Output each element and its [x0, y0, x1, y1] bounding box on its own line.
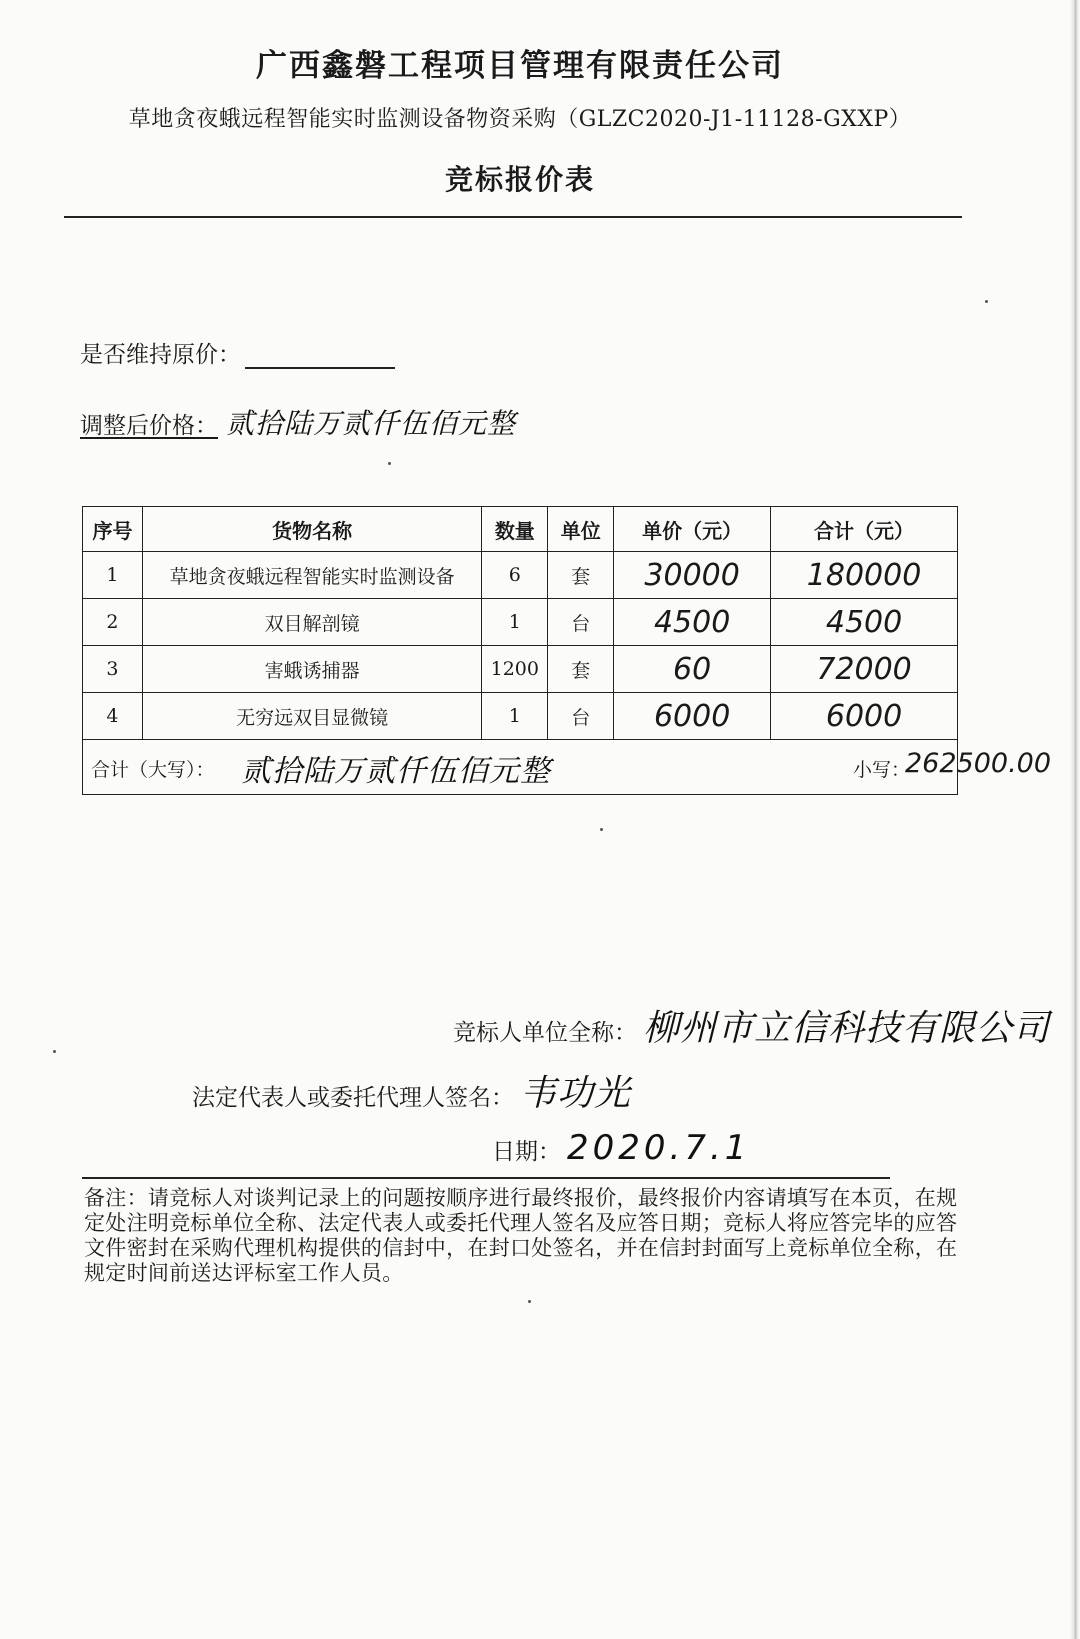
cell-price-handwritten[interactable]: 6000: [614, 693, 771, 740]
cell-name: 双目解剖镜: [142, 599, 481, 646]
date-label: 日期：: [492, 1139, 561, 1165]
bidder-handwritten[interactable]: 柳州市立信科技有限公司: [642, 1008, 1050, 1049]
cell-total-handwritten[interactable]: 6000: [771, 693, 958, 740]
keep-price-field: [80, 336, 395, 369]
table-row: [83, 646, 958, 693]
scan-speck: [600, 828, 603, 831]
rep-label: 法定代表人或委托代理人签名：: [192, 1085, 514, 1111]
total-cell: [83, 740, 1052, 795]
signature-divider: [82, 1177, 890, 1179]
quote-table: [82, 506, 1052, 795]
header-divider: [64, 216, 962, 218]
date-handwritten[interactable]: 2020.7.1: [567, 1128, 751, 1168]
col-header-price: 单价（元）: [614, 507, 771, 552]
cell-total-handwritten[interactable]: 72000: [771, 646, 958, 693]
cell-unit: 台: [548, 693, 614, 740]
project-name: 草地贪夜蛾远程智能实时监测设备物资采购（GLZC2020-J1-11128-GXXP）: [128, 107, 912, 132]
rep-signature[interactable]: 韦功光: [520, 1073, 632, 1114]
form-title: 竞标报价表: [444, 163, 595, 196]
date-row: [492, 1128, 750, 1168]
cell-name: 害蛾诱捕器: [142, 646, 481, 693]
col-header-name: 货物名称: [142, 507, 481, 552]
cell-qty: 1: [482, 599, 548, 646]
table-row: [83, 693, 958, 740]
col-header-unit: 单位: [548, 507, 614, 552]
scan-speck: [528, 1300, 531, 1303]
cell-unit: 套: [548, 646, 614, 693]
table-row: [83, 599, 958, 646]
cell-no: 2: [83, 599, 143, 646]
cell-qty: 1: [482, 693, 548, 740]
remarks-note: 备注：请竞标人对谈判记录上的问题按顺序进行最终报价，最终报价内容请填写在本页，在规定处注明竞标单位全称、法定代表人或委托代理人签名及应答日期；竞标人将应答完毕的应答文件密封在采购代理机构提供的信封中，在封口处签名，并在信封封面写上竞标单位全称，在规定时间前送达评标室工作人员。: [84, 1186, 958, 1285]
rep-row: [192, 1065, 631, 1116]
bidder-row: [453, 1000, 1050, 1051]
cell-price-handwritten[interactable]: 30000: [614, 552, 771, 599]
cell-total-handwritten[interactable]: 4500: [771, 599, 958, 646]
keep-price-blank[interactable]: [245, 343, 395, 369]
col-header-total: 合计（元）: [771, 507, 958, 552]
scan-speck: [388, 462, 391, 465]
cell-price-handwritten[interactable]: 60: [614, 646, 771, 693]
table-total-row: [83, 740, 958, 795]
scan-speck: [985, 300, 988, 303]
total-caps-label: 合计（大写）：: [91, 759, 215, 781]
cell-no: 3: [83, 646, 143, 693]
cell-price-handwritten[interactable]: 4500: [614, 599, 771, 646]
cell-unit: 台: [548, 599, 614, 646]
col-header-qty: 数量: [482, 507, 548, 552]
total-caps-handwritten[interactable]: 贰拾陆万贰仟伍佰元整: [241, 754, 551, 789]
table-row: [83, 552, 958, 599]
scan-edge-shadow: [1070, 0, 1080, 1639]
cell-qty: 1200: [482, 646, 548, 693]
cell-no: 4: [83, 693, 143, 740]
adjusted-price-label: 调整后价格：: [80, 413, 218, 439]
adjusted-price-handwritten[interactable]: 贰拾陆万贰仟伍佰元整: [226, 407, 517, 440]
cell-total-handwritten[interactable]: 180000: [771, 552, 958, 599]
cell-name: 无穷远双目显微镜: [142, 693, 481, 740]
total-small-handwritten[interactable]: 262500.00: [905, 748, 1052, 779]
cell-unit: 套: [548, 552, 614, 599]
bidder-label: 竞标人单位全称：: [452, 1020, 637, 1046]
keep-price-label: 是否维持原价：: [80, 342, 241, 368]
cell-name: 草地贪夜蛾远程智能实时监测设备: [142, 552, 481, 599]
scan-speck: [53, 1050, 56, 1053]
col-header-no: 序号: [83, 507, 143, 552]
cell-no: 1: [83, 552, 143, 599]
table-header-row: [83, 507, 958, 552]
cell-qty: 6: [482, 552, 548, 599]
company-name: 广西鑫磐工程项目管理有限责任公司: [256, 48, 784, 84]
adjusted-price-field: [80, 402, 516, 442]
total-small-label: 小写：: [853, 759, 911, 781]
